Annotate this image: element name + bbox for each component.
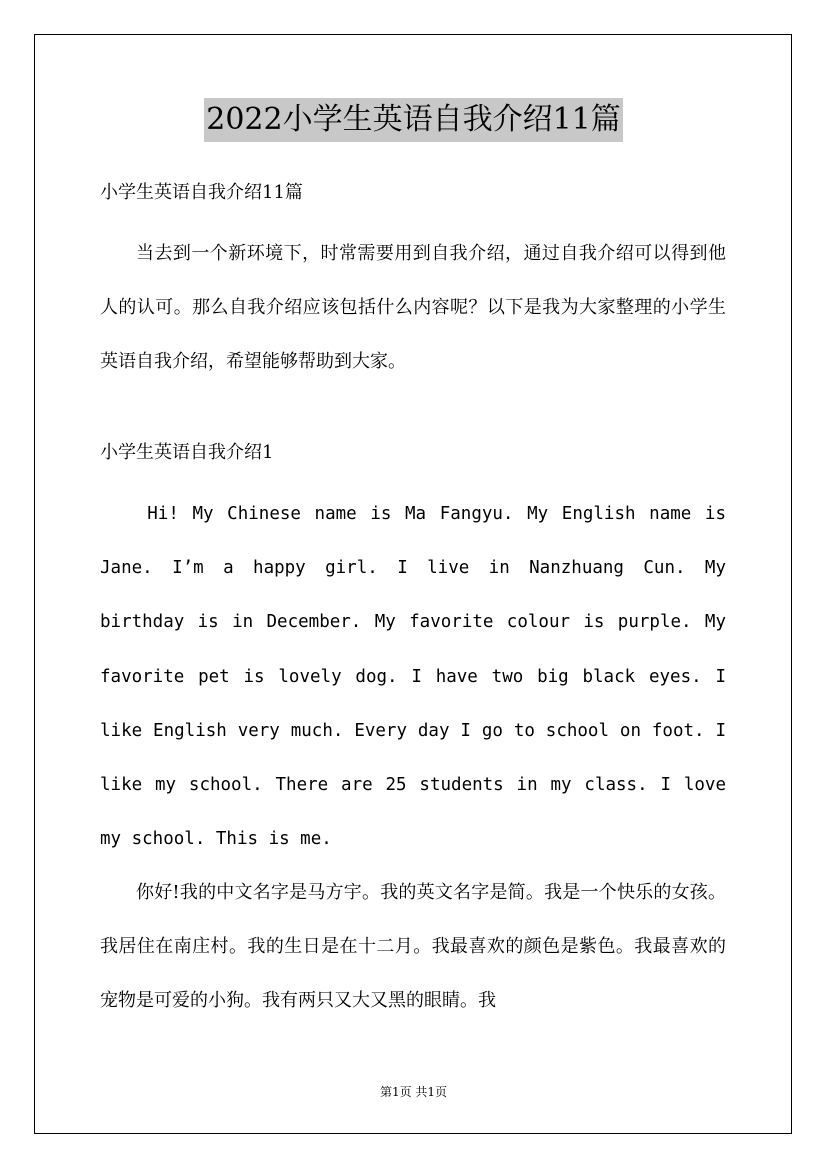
section-heading: 小学生英语自我介绍1 (100, 442, 274, 463)
page-footer: 第1页 共1页 (379, 1085, 448, 1099)
chinese-paragraph: 你好!我的中文名字是马方宇。我的英文名字是简。我是一个快乐的女孩。我居住在南庄村。我的生日是在十二月。我最喜欢的颜色是紫色。我最喜欢的宠物是可爱的小狗。我有两只又大又黑的眼睛。我 (100, 882, 726, 1012)
english-paragraph: Hi! My Chinese name is Ma Fangyu. My English name is Jane. I’m a happy girl. I live in Nanzhuang Cun. My birthday is in December. My favorite colour is purple. My favorite pet is lovely dog. I have two big black eyes. I like English very much. Every day I go to school on foot. I like my school. There are 25 students in my class. I love my school. This is me. (100, 504, 726, 850)
document-title: 2022小学生英语自我介绍11篇 (204, 98, 623, 142)
document-body (100, 171, 726, 1028)
intro-paragraph: 当去到一个新环境下，时常需要用到自我介绍，通过自我介绍可以得到他人的认可。那么自我介绍应该包括什么内容呢？以下是我为大家整理的小学生英语自我介绍，希望能够帮助到大家。 (100, 243, 726, 372)
document-subtitle: 小学生英语自我介绍11篇 (100, 182, 303, 203)
title-container (0, 98, 827, 142)
